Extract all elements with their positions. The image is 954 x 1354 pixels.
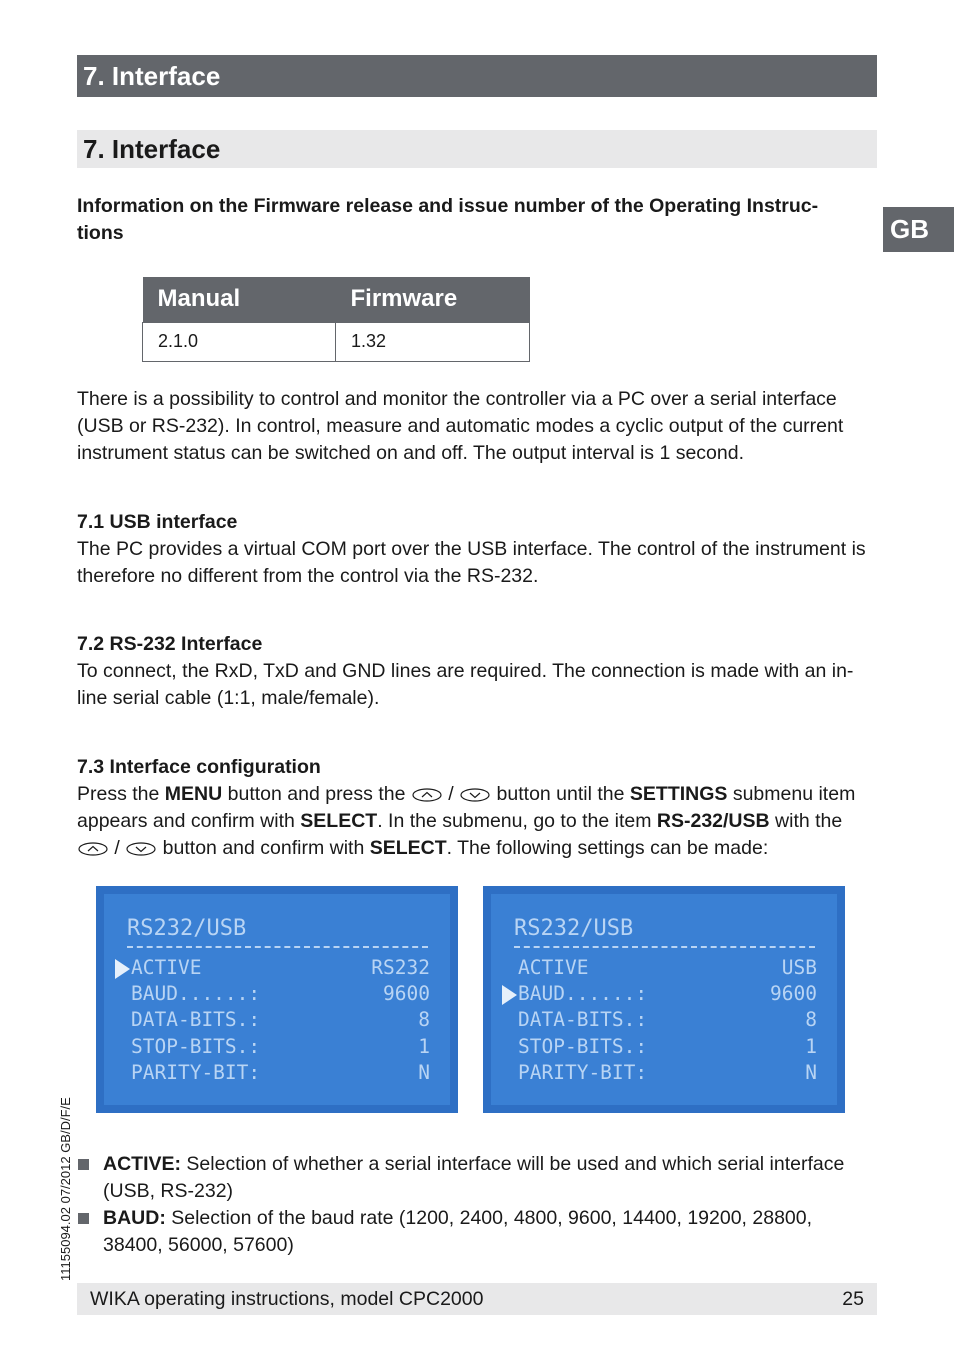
usb-paragraph: The PC provides a virtual COM port over the USB interface. The control of the instrument is therefore no different from the control via the RS-232. bbox=[77, 538, 866, 587]
menu-keyword: MENU bbox=[164, 783, 223, 805]
lcd-row-baud bbox=[122, 982, 430, 1008]
config-text: button and confirm with bbox=[157, 837, 370, 859]
lcd-label: BAUD......: bbox=[518, 982, 648, 1005]
rs232-paragraph: To connect, the RxD, TxD and GND lines are required. The connection is made with an in-line serial cable (1:1, male/female). bbox=[77, 660, 854, 709]
lcd-label: BAUD......: bbox=[131, 982, 261, 1005]
up-button-icon bbox=[412, 788, 442, 802]
page-number: 25 bbox=[842, 1288, 864, 1310]
lcd-value: 9600 bbox=[383, 982, 430, 1005]
footer-text: WIKA operating instructions, model CPC2000 bbox=[90, 1288, 484, 1310]
lcd-value: N bbox=[805, 1061, 817, 1084]
lcd-row-parity-bit bbox=[122, 1061, 430, 1087]
config-heading: 7.3 Interface configuration bbox=[77, 756, 321, 778]
lcd-value: 1 bbox=[805, 1035, 817, 1058]
cursor-arrow-icon bbox=[115, 959, 130, 979]
config-text: . In the submenu, go to the item bbox=[377, 810, 657, 832]
config-text: Press the bbox=[77, 783, 165, 805]
lcd-screen-left bbox=[96, 886, 458, 1113]
lcd-divider bbox=[127, 946, 428, 948]
lcd-row-active bbox=[509, 956, 817, 982]
table-header-firmware: Firmware bbox=[336, 277, 530, 322]
lcd-row-baud bbox=[509, 982, 817, 1008]
lcd-label: DATA-BITS.: bbox=[518, 1008, 648, 1031]
lcd-label: STOP-BITS.: bbox=[518, 1035, 648, 1058]
section-title: 7. Interface bbox=[83, 134, 221, 164]
bullet-term: ACTIVE: bbox=[103, 1153, 181, 1175]
rs232-heading: 7.2 RS-232 Interface bbox=[77, 633, 263, 655]
lcd-label: DATA-BITS.: bbox=[131, 1008, 261, 1031]
lcd-row-active bbox=[122, 956, 430, 982]
bullet-term: BAUD: bbox=[103, 1207, 166, 1229]
select-keyword: SELECT bbox=[300, 810, 378, 832]
lcd-display bbox=[104, 894, 450, 1105]
lcd-label: ACTIVE bbox=[518, 956, 589, 979]
lcd-row-parity-bit bbox=[509, 1061, 817, 1087]
lcd-title: RS232/USB bbox=[127, 916, 247, 941]
cursor-arrow-icon bbox=[502, 985, 517, 1005]
section-title-bar bbox=[77, 130, 877, 168]
config-text: . The following settings can be made: bbox=[446, 837, 769, 859]
header-bar bbox=[77, 55, 877, 97]
lcd-label: ACTIVE bbox=[131, 956, 202, 979]
config-text: button and press the bbox=[222, 783, 411, 805]
usb-heading: 7.1 USB interface bbox=[77, 511, 238, 533]
bullet-text: Selection of the baud rate (1200, 2400, 4800, 9600, 14400, 19200, 28800, 38400, 56000, 57600) bbox=[103, 1207, 813, 1256]
bullet-text: Selection of whether a serial interface will be used and which serial interface (USB, RS-232) bbox=[103, 1153, 845, 1202]
config-paragraph bbox=[77, 781, 877, 862]
table-row bbox=[143, 322, 530, 361]
settings-bullet-list bbox=[77, 1151, 877, 1259]
rs232-usb-keyword: RS-232/USB bbox=[656, 810, 770, 832]
lcd-title: RS232/USB bbox=[514, 916, 634, 941]
lcd-screen-right bbox=[483, 886, 845, 1113]
list-item bbox=[77, 1205, 877, 1259]
lcd-value: RS232 bbox=[371, 956, 430, 979]
lcd-value: 1 bbox=[418, 1035, 430, 1058]
table-header-row bbox=[143, 277, 530, 322]
document-code: 11155094.02 07/2012 GB/D/F/E bbox=[58, 1097, 73, 1281]
language-tab bbox=[883, 207, 954, 252]
list-item bbox=[77, 1151, 877, 1205]
select-keyword: SELECT bbox=[369, 837, 447, 859]
footer-bar bbox=[77, 1283, 877, 1315]
config-text: submenu item appears and confirm with bbox=[77, 783, 856, 832]
lcd-label: PARITY-BIT: bbox=[518, 1061, 648, 1084]
lcd-row-data-bits bbox=[122, 1008, 430, 1034]
lcd-value: 9600 bbox=[770, 982, 817, 1005]
firmware-version-cell: 1.32 bbox=[336, 322, 530, 361]
down-button-icon bbox=[460, 788, 490, 802]
intro-heading: Information on the Firmware release and issue number of the Operating Instruc- tions bbox=[77, 195, 819, 244]
settings-keyword: SETTINGS bbox=[629, 783, 728, 805]
down-button-icon bbox=[126, 842, 156, 856]
version-table bbox=[142, 277, 530, 362]
lcd-value: N bbox=[418, 1061, 430, 1084]
up-button-icon bbox=[78, 842, 108, 856]
lcd-row-stop-bits bbox=[122, 1035, 430, 1061]
intro-paragraph: There is a possibility to control and monitor the controller via a PC over a serial interface (USB or RS-232). In control, measure and automatic modes a cyclic output of the current instrument status can be switched on and off. The output interval is 1 second. bbox=[77, 388, 844, 464]
bullet-square-icon bbox=[78, 1159, 89, 1170]
language-tab-label: GB bbox=[890, 214, 929, 244]
config-text: button until the bbox=[491, 783, 630, 805]
table-header-manual: Manual bbox=[143, 277, 336, 322]
lcd-value: 8 bbox=[805, 1008, 817, 1031]
lcd-display bbox=[491, 894, 837, 1105]
bullet-square-icon bbox=[78, 1213, 89, 1224]
lcd-row-stop-bits bbox=[509, 1035, 817, 1061]
config-text: / bbox=[109, 837, 126, 859]
lcd-label: PARITY-BIT: bbox=[131, 1061, 261, 1084]
lcd-label: STOP-BITS.: bbox=[131, 1035, 261, 1058]
lcd-row-data-bits bbox=[509, 1008, 817, 1034]
config-text: with the bbox=[769, 810, 843, 832]
lcd-value: 8 bbox=[418, 1008, 430, 1031]
lcd-divider bbox=[514, 946, 815, 948]
lcd-value: USB bbox=[781, 956, 817, 979]
config-text: / bbox=[442, 783, 460, 805]
header-title: 7. Interface bbox=[83, 61, 221, 91]
manual-version-cell: 2.1.0 bbox=[143, 322, 336, 361]
